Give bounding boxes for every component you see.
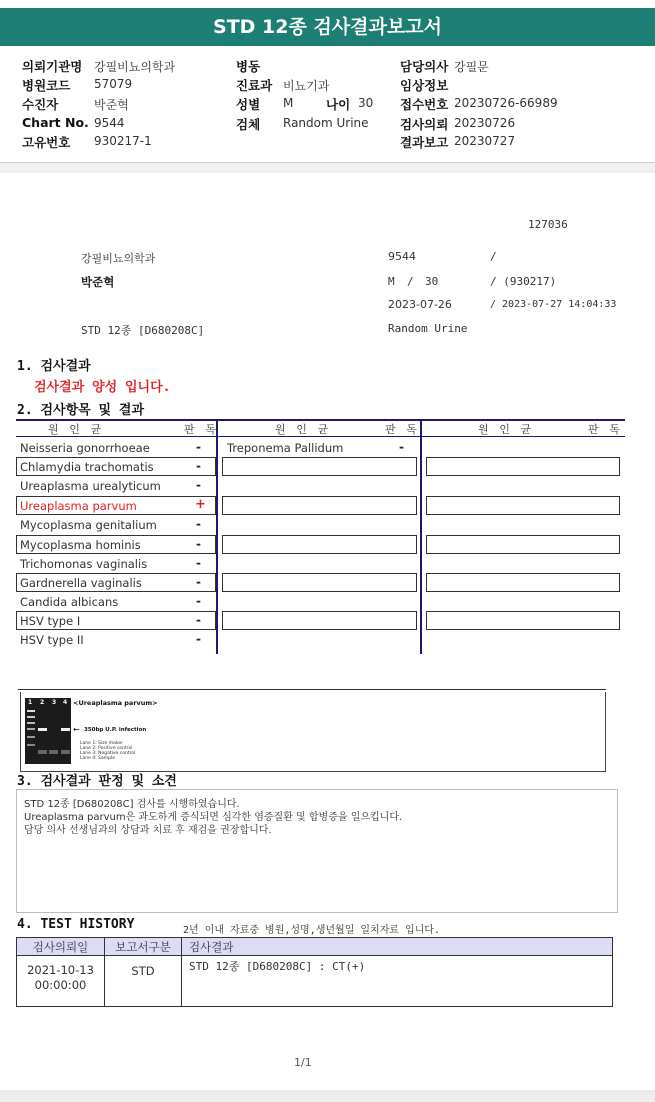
value-hospital-code: 57079 xyxy=(94,77,133,91)
label-unique-no: 고유번호 xyxy=(22,135,71,150)
table-row xyxy=(16,457,216,476)
table-row xyxy=(16,593,216,612)
label-specimen: 검체 xyxy=(236,117,261,132)
empty-row-box xyxy=(426,535,620,554)
label-ward: 병동 xyxy=(236,59,261,74)
table-row xyxy=(16,516,216,535)
gel-band xyxy=(27,744,35,746)
gel-arrow-icon: ← xyxy=(73,725,80,734)
empty-row-box xyxy=(222,457,417,476)
table-row xyxy=(16,535,216,554)
history-date: 2021-10-13 xyxy=(27,963,94,977)
label-age: 나이 xyxy=(326,97,351,112)
value-specimen: Random Urine xyxy=(283,116,369,130)
gel-band-label: 350bp U.P. infection xyxy=(84,727,147,733)
gel-band xyxy=(27,736,35,738)
value-patient: 박준혁 xyxy=(94,98,129,112)
page-bottom-gap xyxy=(0,1090,655,1102)
value-doctor: 강필문 xyxy=(454,60,489,74)
pathogen-name: Mycoplasma hominis xyxy=(20,538,141,552)
pathogen-result: - xyxy=(196,632,201,646)
history-time: 00:00:00 xyxy=(34,978,87,992)
summary-id: / (930217) xyxy=(490,275,557,288)
history-table xyxy=(16,937,613,1007)
history-col-date: 검사의뢰일 xyxy=(17,938,105,956)
empty-row-box xyxy=(426,496,620,515)
section1-title: 1. 검사결과 xyxy=(17,359,91,374)
report-title: STD 12종 검사결과보고서 xyxy=(0,8,655,46)
positive-result-text: 검사결과 양성 입니다. xyxy=(34,380,171,395)
pathogen-result: - xyxy=(196,459,201,473)
gel-band xyxy=(27,716,35,718)
value-department: 비뇨기과 xyxy=(283,79,330,93)
summary-slash: / xyxy=(490,250,497,263)
table-row xyxy=(16,573,216,592)
opinion-line: 담당 의사 선생님과의 상담과 치료 후 재검을 권장합니다. xyxy=(24,825,272,836)
pathogen-result: - xyxy=(196,575,201,589)
col1-header-judge: 판 독 xyxy=(184,423,218,436)
history-type: STD xyxy=(105,956,182,1007)
label-receipt-no: 접수번호 xyxy=(400,97,449,112)
value-sex: M xyxy=(283,96,294,110)
history-date-cell xyxy=(17,956,105,1007)
empty-row-box xyxy=(426,611,620,630)
label-hospital: 의뢰기관명 xyxy=(22,59,83,74)
pathogen-name: Ureaplasma parvum xyxy=(20,499,137,513)
pathogen-result: - xyxy=(196,613,201,627)
pathogen-result: - xyxy=(196,594,201,608)
lane-number: 2 xyxy=(40,699,45,706)
summary-sex: M xyxy=(388,275,395,288)
history-row xyxy=(17,956,613,1007)
value-hospital: 강필비뇨의학과 xyxy=(94,60,176,74)
label-doctor: 담당의사 xyxy=(400,59,449,74)
label-clinical-info: 임상정보 xyxy=(400,78,449,93)
pathogen-name: Neisseria gonorrhoeae xyxy=(20,441,150,455)
col3-header-judge: 판 독 xyxy=(588,423,622,436)
gel-legend-item: Lane 1: Size maker xyxy=(80,741,123,746)
table-row xyxy=(16,477,216,496)
opinion-box xyxy=(16,789,618,913)
col2-header-judge: 판 독 xyxy=(385,423,419,436)
empty-row-box xyxy=(222,573,417,592)
table-row xyxy=(16,555,216,574)
col2-header-pathogen: 원 인 균 xyxy=(275,423,331,436)
label-chart-no: Chart No. xyxy=(22,115,89,130)
gel-electrophoresis-image xyxy=(25,698,71,764)
empty-row-box xyxy=(426,573,620,592)
pathogen-result: - xyxy=(196,517,201,531)
value-chart-no: 9544 xyxy=(94,116,125,130)
history-result: STD 12종 [D680208C] : CT(+) xyxy=(182,956,613,1007)
pathogen-result: + xyxy=(195,497,206,512)
gel-legend-item: Lane 2: Positive control xyxy=(80,746,133,751)
pathogen-result: - xyxy=(196,556,201,570)
pathogen-result: - xyxy=(399,440,404,454)
label-hospital-code: 병원코드 xyxy=(22,78,71,93)
table-row xyxy=(222,439,417,458)
label-request-date: 검사의뢰 xyxy=(400,117,449,132)
empty-row-box xyxy=(222,535,417,554)
page-gap xyxy=(0,163,655,173)
section2-title: 2. 검사항목 및 결과 xyxy=(17,403,145,418)
table-row xyxy=(16,439,216,458)
summary-specimen: Random Urine xyxy=(388,322,468,335)
value-request-date: 20230726 xyxy=(454,116,516,130)
pathogen-name: Treponema Pallidum xyxy=(227,441,344,455)
gel-legend-item: Lane 4: Sample xyxy=(80,756,115,761)
gel-band xyxy=(49,750,58,754)
summary-date1: 2023-07-26 xyxy=(388,298,452,311)
section4-title: 4. TEST HISTORY xyxy=(17,917,135,932)
pathogen-name: HSV type I xyxy=(20,614,81,628)
pathogen-name: HSV type II xyxy=(20,633,84,647)
gel-band xyxy=(27,710,35,712)
pathogen-result: - xyxy=(196,537,201,551)
value-age: 30 xyxy=(358,96,374,110)
summary-sex-age-slash: / xyxy=(407,275,414,288)
pathogen-name: Chlamydia trachomatis xyxy=(20,460,154,474)
gel-band xyxy=(27,728,35,730)
label-patient: 수진자 xyxy=(22,97,59,112)
pathogen-name: Gardnerella vaginalis xyxy=(20,576,142,590)
value-report-date: 20230727 xyxy=(454,134,516,148)
summary-chart: 9544 xyxy=(388,250,416,263)
pathogen-name: Trichomonas vaginalis xyxy=(20,557,148,571)
value-receipt-no: 20230726-66989 xyxy=(454,96,558,110)
pathogen-result: - xyxy=(196,440,201,454)
page-number: 1/1 xyxy=(294,1056,312,1069)
pathogen-name: Ureaplasma urealyticum xyxy=(20,479,161,493)
gel-band xyxy=(38,728,47,731)
gel-title: <Ureaplasma parvum> xyxy=(73,699,158,707)
history-note: 2년 이내 자료중 병원,성명,생년월일 일치자료 입니다. xyxy=(183,925,441,936)
gel-band xyxy=(61,750,70,754)
summary-age: 30 xyxy=(425,275,439,288)
pathogen-name: Candida albicans xyxy=(20,595,119,609)
col3-header-pathogen: 원 인 균 xyxy=(478,423,534,436)
empty-row-box xyxy=(426,457,620,476)
history-col-type: 보고서구분 xyxy=(105,938,182,956)
col-divider-2 xyxy=(420,419,422,654)
label-sex: 성별 xyxy=(236,97,261,112)
lane-number: 3 xyxy=(52,699,57,706)
table-row-positive xyxy=(16,496,216,515)
label-report-date: 결과보고 xyxy=(400,135,449,150)
gel-band xyxy=(27,722,35,724)
col1-header-pathogen: 원 인 균 xyxy=(48,423,104,436)
gel-legend-item: Lane 3: Negative control xyxy=(80,751,136,756)
table-row xyxy=(16,611,216,630)
gel-band xyxy=(61,728,70,731)
summary-test: STD 12종 [D680208C] xyxy=(81,324,205,337)
gel-top-rule xyxy=(18,689,606,690)
pathogen-name: Mycoplasma genitalium xyxy=(20,518,157,532)
pathogen-result: - xyxy=(196,478,201,492)
lane-number: 1 xyxy=(28,699,33,706)
summary-hospital: 강필비뇨의학과 xyxy=(81,252,156,265)
summary-code: 127036 xyxy=(528,218,568,231)
summary-date2: / 2023-07-27 14:04:33 xyxy=(490,299,617,310)
opinion-line: Ureaplasma parvum은 과도하게 증식되면 심각한 염증질환 및 합병증을 일으킵니다. xyxy=(24,812,403,823)
history-header-row xyxy=(17,938,613,956)
section3-title: 3. 검사결과 판정 및 소견 xyxy=(17,774,177,789)
gel-band xyxy=(38,750,47,754)
value-unique-no: 930217-1 xyxy=(94,134,152,148)
table-row xyxy=(16,631,216,650)
empty-row-box xyxy=(222,496,417,515)
label-department: 진료과 xyxy=(236,78,273,93)
opinion-line: STD 12종 [D680208C] 검사를 시행하였습니다. xyxy=(24,799,240,810)
lane-number: 4 xyxy=(63,699,68,706)
col-divider-1 xyxy=(216,419,218,654)
empty-row-box xyxy=(222,611,417,630)
history-col-result: 검사결과 xyxy=(182,938,613,956)
summary-patient: 박준혁 xyxy=(81,275,115,289)
